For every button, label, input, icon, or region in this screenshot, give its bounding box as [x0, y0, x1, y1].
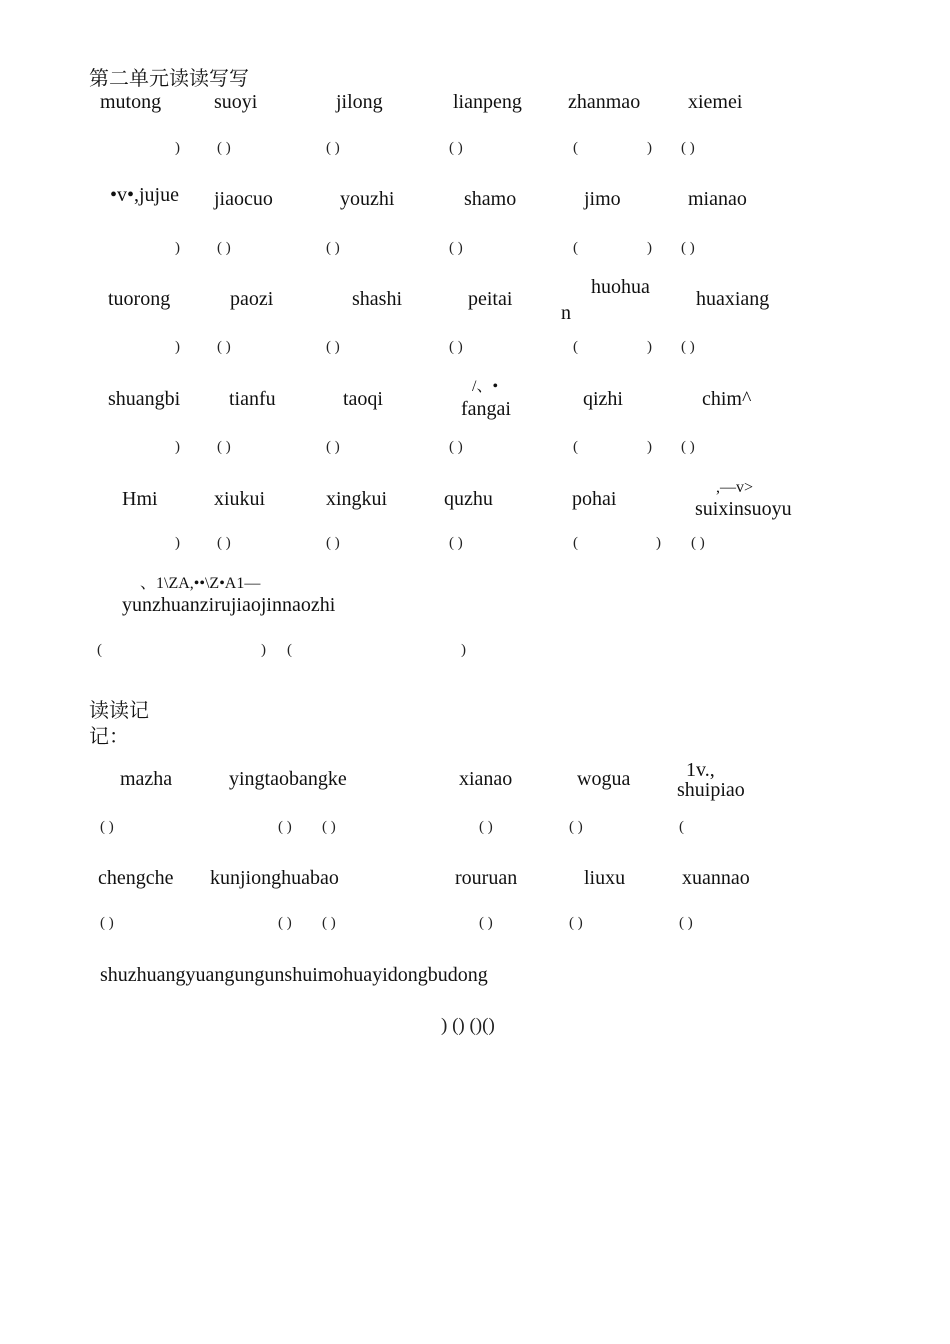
pinyin-word: kunjionghuabao [210, 867, 339, 889]
pinyin-word: shuangbi [108, 388, 181, 410]
pinyin-word: paozi [230, 288, 274, 310]
answer-blank[interactable]: ( ) [217, 439, 231, 455]
section-title: 记： [89, 724, 129, 748]
pinyin-word: wogua [577, 768, 631, 790]
pinyin-word: zhanmao [568, 91, 641, 113]
pinyin-word: rouruan [455, 867, 518, 889]
answer-blank-open[interactable]: ( [97, 642, 102, 658]
answer-blank[interactable]: ( [679, 819, 684, 835]
pinyin-word: shuipiao [677, 779, 745, 801]
pinyin-word: liuxu [584, 867, 626, 889]
answer-blank[interactable]: ) [175, 140, 180, 156]
answer-blank[interactable]: ) [175, 240, 180, 256]
answer-blank-close[interactable]: ) [261, 642, 266, 658]
pinyin-word: chengche [98, 867, 174, 889]
answer-blanks[interactable]: ) () ()() [441, 1015, 495, 1036]
answer-blank-close[interactable]: ) [461, 642, 466, 658]
tone-mark-glyphs: 、1\ZA,••\Z•A1— [140, 575, 261, 592]
idiom-pinyin: yunzhuanzirujiaojinnaozhi [122, 594, 336, 616]
answer-blank[interactable]: ( ) [217, 339, 231, 355]
pinyin-word-fragment: n [561, 302, 571, 324]
tone-mark-glyphs: /、• [472, 378, 499, 395]
answer-blank[interactable]: ( ) [217, 140, 231, 156]
pinyin-word: chim^ [702, 388, 752, 410]
answer-blank[interactable]: ( ) [326, 140, 340, 156]
tone-mark-glyphs: 1v., [686, 759, 715, 781]
answer-blank[interactable]: ( ) [326, 339, 340, 355]
answer-blank[interactable]: ( ) [326, 240, 340, 256]
pinyin-word: taoqi [343, 388, 383, 410]
pinyin-word: xiemei [688, 91, 743, 113]
pinyin-word: tianfu [229, 388, 276, 410]
pinyin-word: huohua [591, 276, 650, 298]
answer-blank[interactable]: ( ) [278, 915, 292, 931]
answer-blank-open[interactable]: ( [287, 642, 292, 658]
pinyin-word: mutong [100, 91, 162, 113]
answer-blank[interactable]: ( ) [278, 819, 292, 835]
pinyin-word: jimo [584, 188, 621, 210]
pinyin-word: xianao [459, 768, 513, 790]
section-title: 读读记 [89, 698, 149, 722]
pinyin-word: shamo [464, 188, 517, 210]
pinyin-line: shuzhuangyuangungunshuimohuayidongbudong [100, 964, 488, 986]
answer-blank[interactable]: ) [656, 535, 661, 551]
answer-blank[interactable]: ( ) [681, 339, 695, 355]
answer-blank[interactable]: ( ) [322, 915, 336, 931]
answer-blank[interactable]: ( ) [326, 535, 340, 551]
pinyin-word: tuorong [108, 288, 171, 310]
answer-blank[interactable]: ( [573, 535, 578, 551]
answer-blank[interactable]: ( ) [449, 339, 463, 355]
pinyin-word: Hmi [122, 488, 158, 510]
pinyin-word: quzhu [444, 488, 493, 510]
pinyin-word: jilong [336, 91, 383, 113]
answer-blank[interactable]: ( ) [449, 240, 463, 256]
pinyin-word: mianao [688, 188, 747, 210]
answer-blank[interactable]: ) [175, 535, 180, 551]
pinyin-word: suoyi [214, 91, 258, 113]
tone-mark-glyphs: ,—v> [716, 479, 754, 496]
section-title: 第二单元读读写写 [89, 66, 249, 90]
answer-blank[interactable]: ( ) [681, 240, 695, 256]
answer-blank[interactable]: ( [573, 339, 578, 355]
answer-blank[interactable]: ) [175, 439, 180, 455]
answer-blank[interactable]: ( ) [449, 140, 463, 156]
answer-blank[interactable]: ) [647, 140, 652, 156]
answer-blank[interactable]: ( ) [681, 140, 695, 156]
answer-blank[interactable]: ( ) [217, 240, 231, 256]
pinyin-word: qizhi [583, 388, 623, 410]
pinyin-word: peitai [468, 288, 513, 310]
pinyin-word: mazha [120, 768, 173, 790]
answer-blank[interactable]: ( ) [691, 535, 705, 551]
answer-blank[interactable]: ( ) [100, 915, 114, 931]
pinyin-word: suixinsuoyu [695, 498, 792, 520]
answer-blank[interactable]: ( ) [326, 439, 340, 455]
pinyin-word: shashi [352, 288, 402, 310]
pinyin-word: fangai [461, 398, 511, 420]
answer-blank[interactable]: ( ) [681, 439, 695, 455]
pinyin-word: youzhi [340, 188, 395, 210]
pinyin-word: pohai [572, 488, 617, 510]
answer-blank[interactable]: ( ) [479, 819, 493, 835]
answer-blank[interactable]: ( [573, 439, 578, 455]
answer-blank[interactable]: ) [175, 339, 180, 355]
pinyin-word: huaxiang [696, 288, 770, 310]
answer-blank[interactable]: ) [647, 439, 652, 455]
answer-blank[interactable]: ( [573, 140, 578, 156]
answer-blank[interactable]: ( ) [479, 915, 493, 931]
pinyin-word: xiukui [214, 488, 266, 510]
pinyin-word: •v•,jujue [110, 184, 179, 206]
answer-blank[interactable]: ( ) [449, 535, 463, 551]
pinyin-word: jiaocuo [214, 188, 273, 210]
pinyin-word: yingtaobangke [229, 768, 347, 790]
answer-blank[interactable]: ( [573, 240, 578, 256]
answer-blank[interactable]: ( ) [679, 915, 693, 931]
answer-blank[interactable]: ) [647, 240, 652, 256]
answer-blank[interactable]: ( ) [449, 439, 463, 455]
answer-blank[interactable]: ( ) [217, 535, 231, 551]
pinyin-word: lianpeng [453, 91, 522, 113]
answer-blank[interactable]: ( ) [100, 819, 114, 835]
answer-blank[interactable]: ( ) [569, 819, 583, 835]
pinyin-word: xuannao [682, 867, 750, 889]
answer-blank[interactable]: ( ) [569, 915, 583, 931]
pinyin-word: xingkui [326, 488, 388, 510]
answer-blank[interactable]: ( ) [322, 819, 336, 835]
answer-blank[interactable]: ) [647, 339, 652, 355]
